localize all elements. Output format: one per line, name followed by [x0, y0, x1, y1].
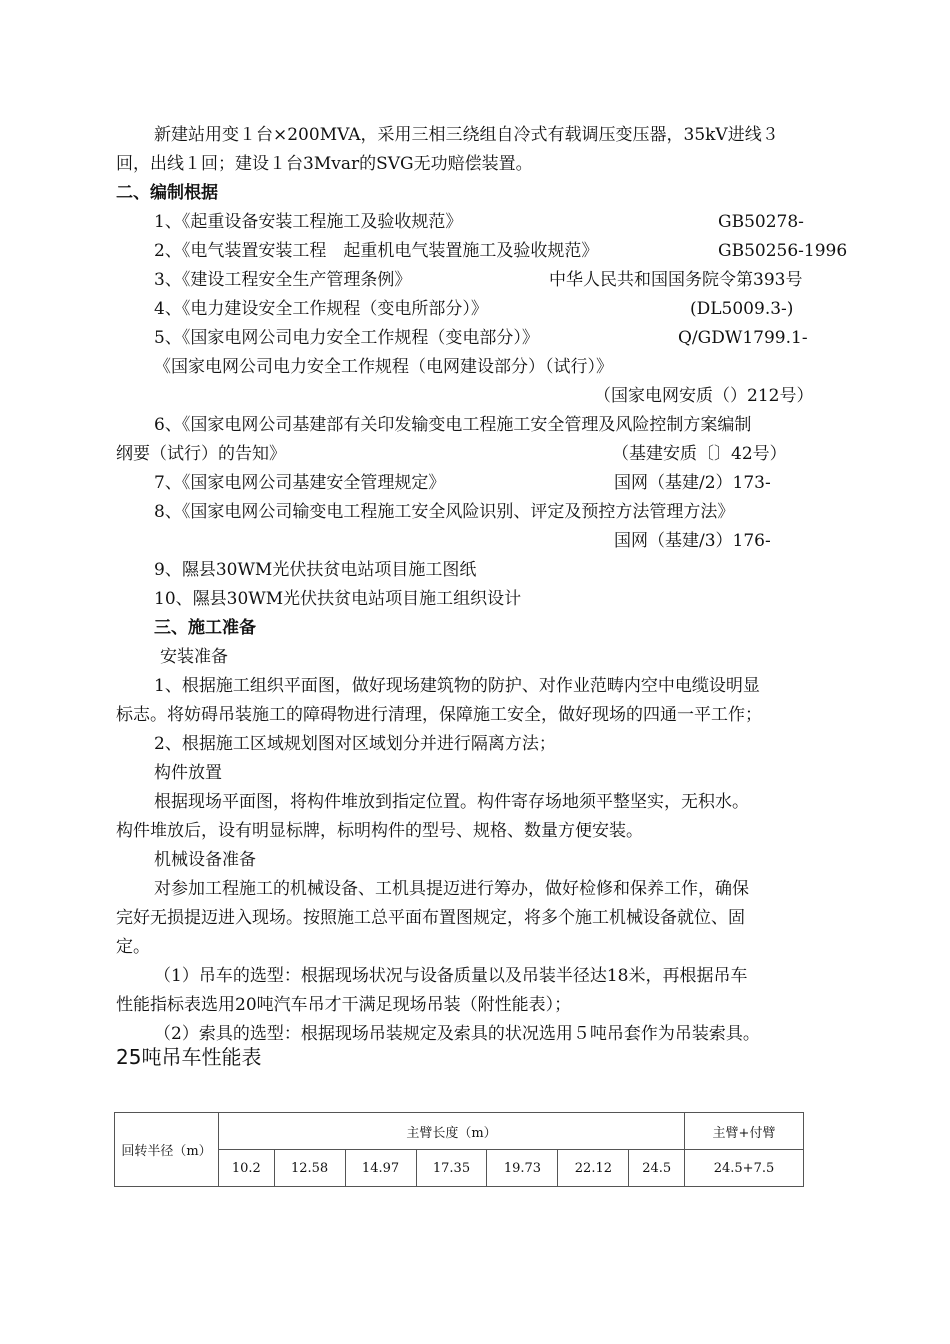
ref-7-title: 7、《国家电网公司基建安全管理规定》	[154, 473, 446, 493]
ref-5b-code: （国家电网安质（）212号）	[594, 386, 814, 406]
boom-length-cell: 17.35	[416, 1150, 487, 1187]
ref-6-title-2: 纲要（试行）的告知》	[116, 444, 286, 464]
prep-line-3: 2、根据施工区域规划图对区域划分并进行隔离方法；	[154, 734, 556, 754]
ref-4-code: (DL5009.3-)	[690, 299, 794, 319]
intro-line-2: 回，出线１回；建设１台3Mvar的SVG无功赔偿装置。	[116, 154, 533, 174]
ref-5b-title: 《国家电网公司电力安全工作规程（电网建设部分）（试行）》	[154, 357, 613, 377]
ref-8-code: 国网（基建/3）176-	[614, 531, 771, 551]
components-line-2: 构件堆放后，设有明显标牌，标明构件的型号、规格、数量方便安装。	[116, 821, 643, 841]
header-boom-jib: 主臂+付臂	[685, 1113, 804, 1150]
ref-5-code: Q/GDW1799.1-	[678, 328, 808, 348]
crane-select-line-1: （1）吊车的选型：根据现场状况与设备质量以及吊装半径达18米，再根据吊车	[154, 966, 748, 986]
ref-2-title: 2、《电气装置安装工程 起重机电气装置施工及验收规范》	[154, 241, 599, 261]
ref-4-title: 4、《电力建设安全工作规程（变电所部分）》	[154, 299, 488, 319]
rigging-select-line: （2）索具的选型：根据现场吊装规定及索具的状况选用５吨吊套作为吊装索具。	[154, 1024, 760, 1044]
section-heading-basis: 二、编制根据	[116, 183, 218, 203]
ref-6-code: （基建安质〔〕42号）	[612, 444, 787, 464]
crane-performance-table	[114, 1112, 804, 1187]
equipment-line-1: 对参加工程施工的机械设备、工机具提迈进行筹办，做好检修和保养工作，确保	[154, 879, 749, 899]
sub-heading-equipment: 机械设备准备	[154, 850, 256, 870]
boom-length-cell: 12.58	[274, 1150, 345, 1187]
ref-5-title: 5、《国家电网公司电力安全工作规程（变电部分）》	[154, 328, 539, 348]
ref-10-title: 10、隰县30WM光伏扶贫电站项目施工组织设计	[154, 589, 522, 609]
header-radius: 回转半径（m）	[115, 1113, 219, 1187]
boom-jib-cell: 24.5+7.5	[685, 1150, 804, 1187]
boom-length-cell: 22.12	[558, 1150, 629, 1187]
ref-3-title: 3、《建设工程安全生产管理条例》	[154, 270, 412, 290]
ref-1-title: 1、《起重设备安装工程施工及验收规范》	[154, 212, 463, 232]
components-line-1: 根据现场平面图，将构件堆放到指定位置。构件寄存场地须平整坚实，无积水。	[154, 792, 749, 812]
boom-length-cell: 19.73	[487, 1150, 558, 1187]
header-boom-length: 主臂长度（m）	[219, 1113, 685, 1150]
crane-table-title: 25吨吊车性能表	[116, 1045, 262, 1069]
prep-line-2: 标志。将妨碍吊装施工的障碍物进行清理，保障施工安全，做好现场的四通一平工作；	[116, 705, 762, 725]
boom-length-cell: 10.2	[219, 1150, 275, 1187]
ref-8-title: 8、《国家电网公司输变电工程施工安全风险识别、评定及预控方法管理方法》	[154, 502, 735, 522]
ref-3-code: 中华人民共和国国务院令第393号	[549, 270, 803, 290]
ref-7-code: 国网（基建/2）173-	[614, 473, 771, 493]
section-heading-preparation: 三、施工准备	[154, 618, 256, 638]
boom-length-cell: 24.5	[629, 1150, 685, 1187]
intro-line-1: 新建站用变１台×200MVA，采用三相三绕组自冷式有载调压变压器，35kV进线３	[154, 125, 779, 145]
ref-1-code: GB50278-	[718, 212, 804, 232]
boom-length-cell: 14.97	[345, 1150, 416, 1187]
crane-select-line-2: 性能指标表选用20吨汽车吊才干满足现场吊装（附性能表）；	[116, 995, 572, 1015]
sub-heading-install: 安装准备	[160, 647, 228, 667]
prep-line-1: 1、根据施工组织平面图，做好现场建筑物的防护、对作业范畴内空中电缆设明显	[154, 676, 760, 696]
equipment-line-2: 完好无损提迈进入现场。按照施工总平面布置图规定，将多个施工机械设备就位、固	[116, 908, 745, 928]
equipment-line-3: 定。	[116, 937, 150, 957]
ref-9-title: 9、隰县30WM光伏扶贫电站项目施工图纸	[154, 560, 477, 580]
ref-2-code: GB50256-1996	[718, 241, 848, 261]
sub-heading-components: 构件放置	[154, 763, 222, 783]
ref-6-title-1: 6、《国家电网公司基建部有关印发输变电工程施工安全管理及风险控制方案编制	[154, 415, 752, 435]
